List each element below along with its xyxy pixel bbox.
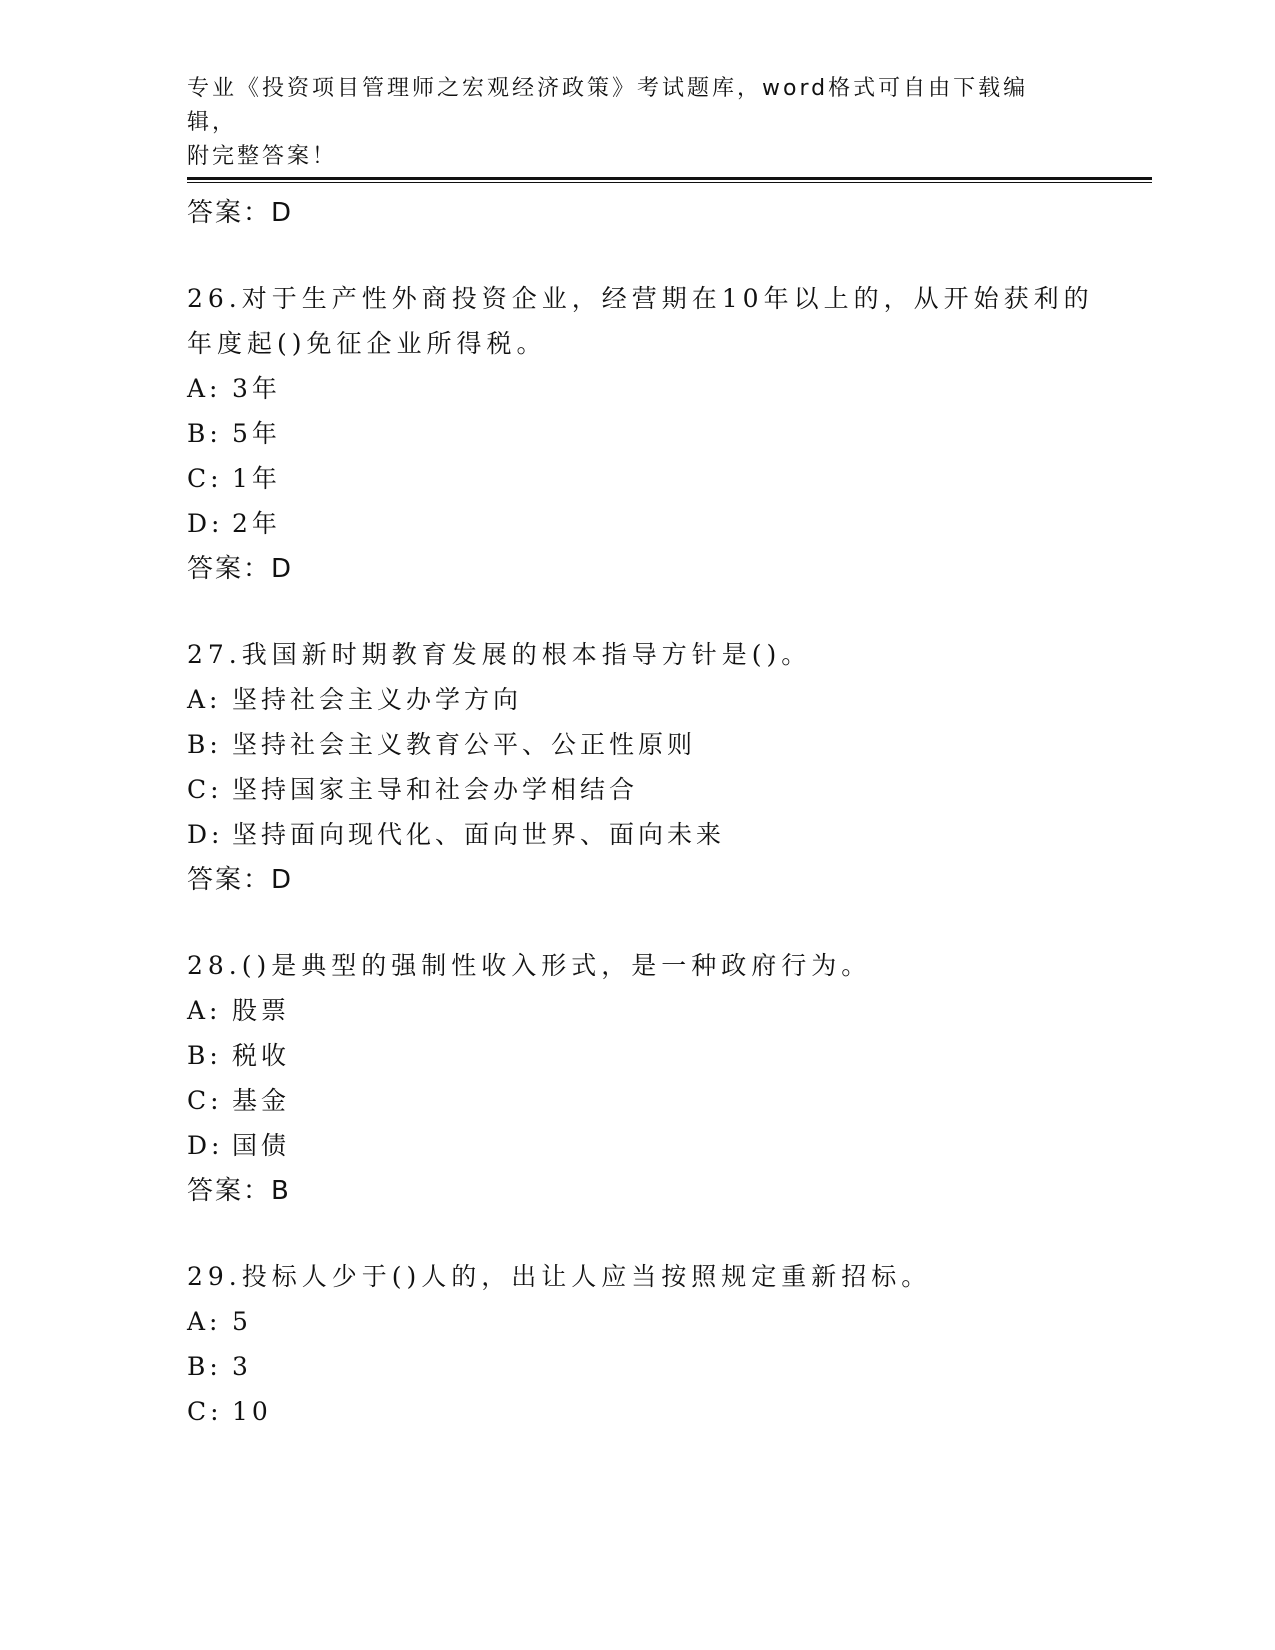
answer-line: 答案：D [187,865,294,895]
option-c: C: 基金 [187,1086,291,1115]
option-d: D: 国债 [187,1131,291,1160]
document-body [187,190,1107,1434]
option-c: C: 1年 [187,464,281,493]
question-text-continued: 年度起()免征企业所得税。 [187,329,547,358]
header-rule-thin [187,182,1152,183]
option-b: B: 3 [187,1352,252,1381]
answer-line: 答案：B [187,1176,291,1206]
question-text: 27.我国新时期教育发展的根本指导方针是()。 [187,640,812,669]
option-c: C: 坚持国家主导和社会办学相结合 [187,775,639,804]
option-a: A: 3年 [187,374,281,403]
option-a: A: 坚持社会主义办学方向 [187,685,523,714]
option-b: B: 5年 [187,419,281,448]
header-line-1: 专业《投资项目管理师之宏观经济政策》考试题库，word格式可自由下载编辑， [187,76,1029,135]
answer-line: 答案：D [187,198,294,228]
header-rule-thick [187,177,1152,180]
question-29 [187,1254,1107,1434]
option-d: D: 2年 [187,509,281,538]
question-26 [187,276,1107,592]
option-a: A: 股票 [187,996,291,1025]
question-28 [187,943,1107,1214]
option-b: B: 坚持社会主义教育公平、公正性原则 [187,730,697,759]
question-27 [187,632,1107,903]
question-text: 29.投标人少于()人的，出让人应当按照规定重新招标。 [187,1262,932,1291]
option-a: A: 5 [187,1307,252,1336]
question-text: 28.()是典型的强制性收入形式，是一种政府行为。 [187,951,872,980]
header-line-2: 附完整答案！ [187,144,338,169]
answer-line: 答案：D [187,554,294,584]
document-header [187,72,1067,174]
option-b: B: 税收 [187,1041,291,1070]
option-d: D: 坚持面向现代化、面向世界、面向未来 [187,820,726,849]
option-c: C: 10 [187,1397,272,1426]
question-text: 26.对于生产性外商投资企业，经营期在10年以上的，从开始获利的 [187,284,1094,313]
